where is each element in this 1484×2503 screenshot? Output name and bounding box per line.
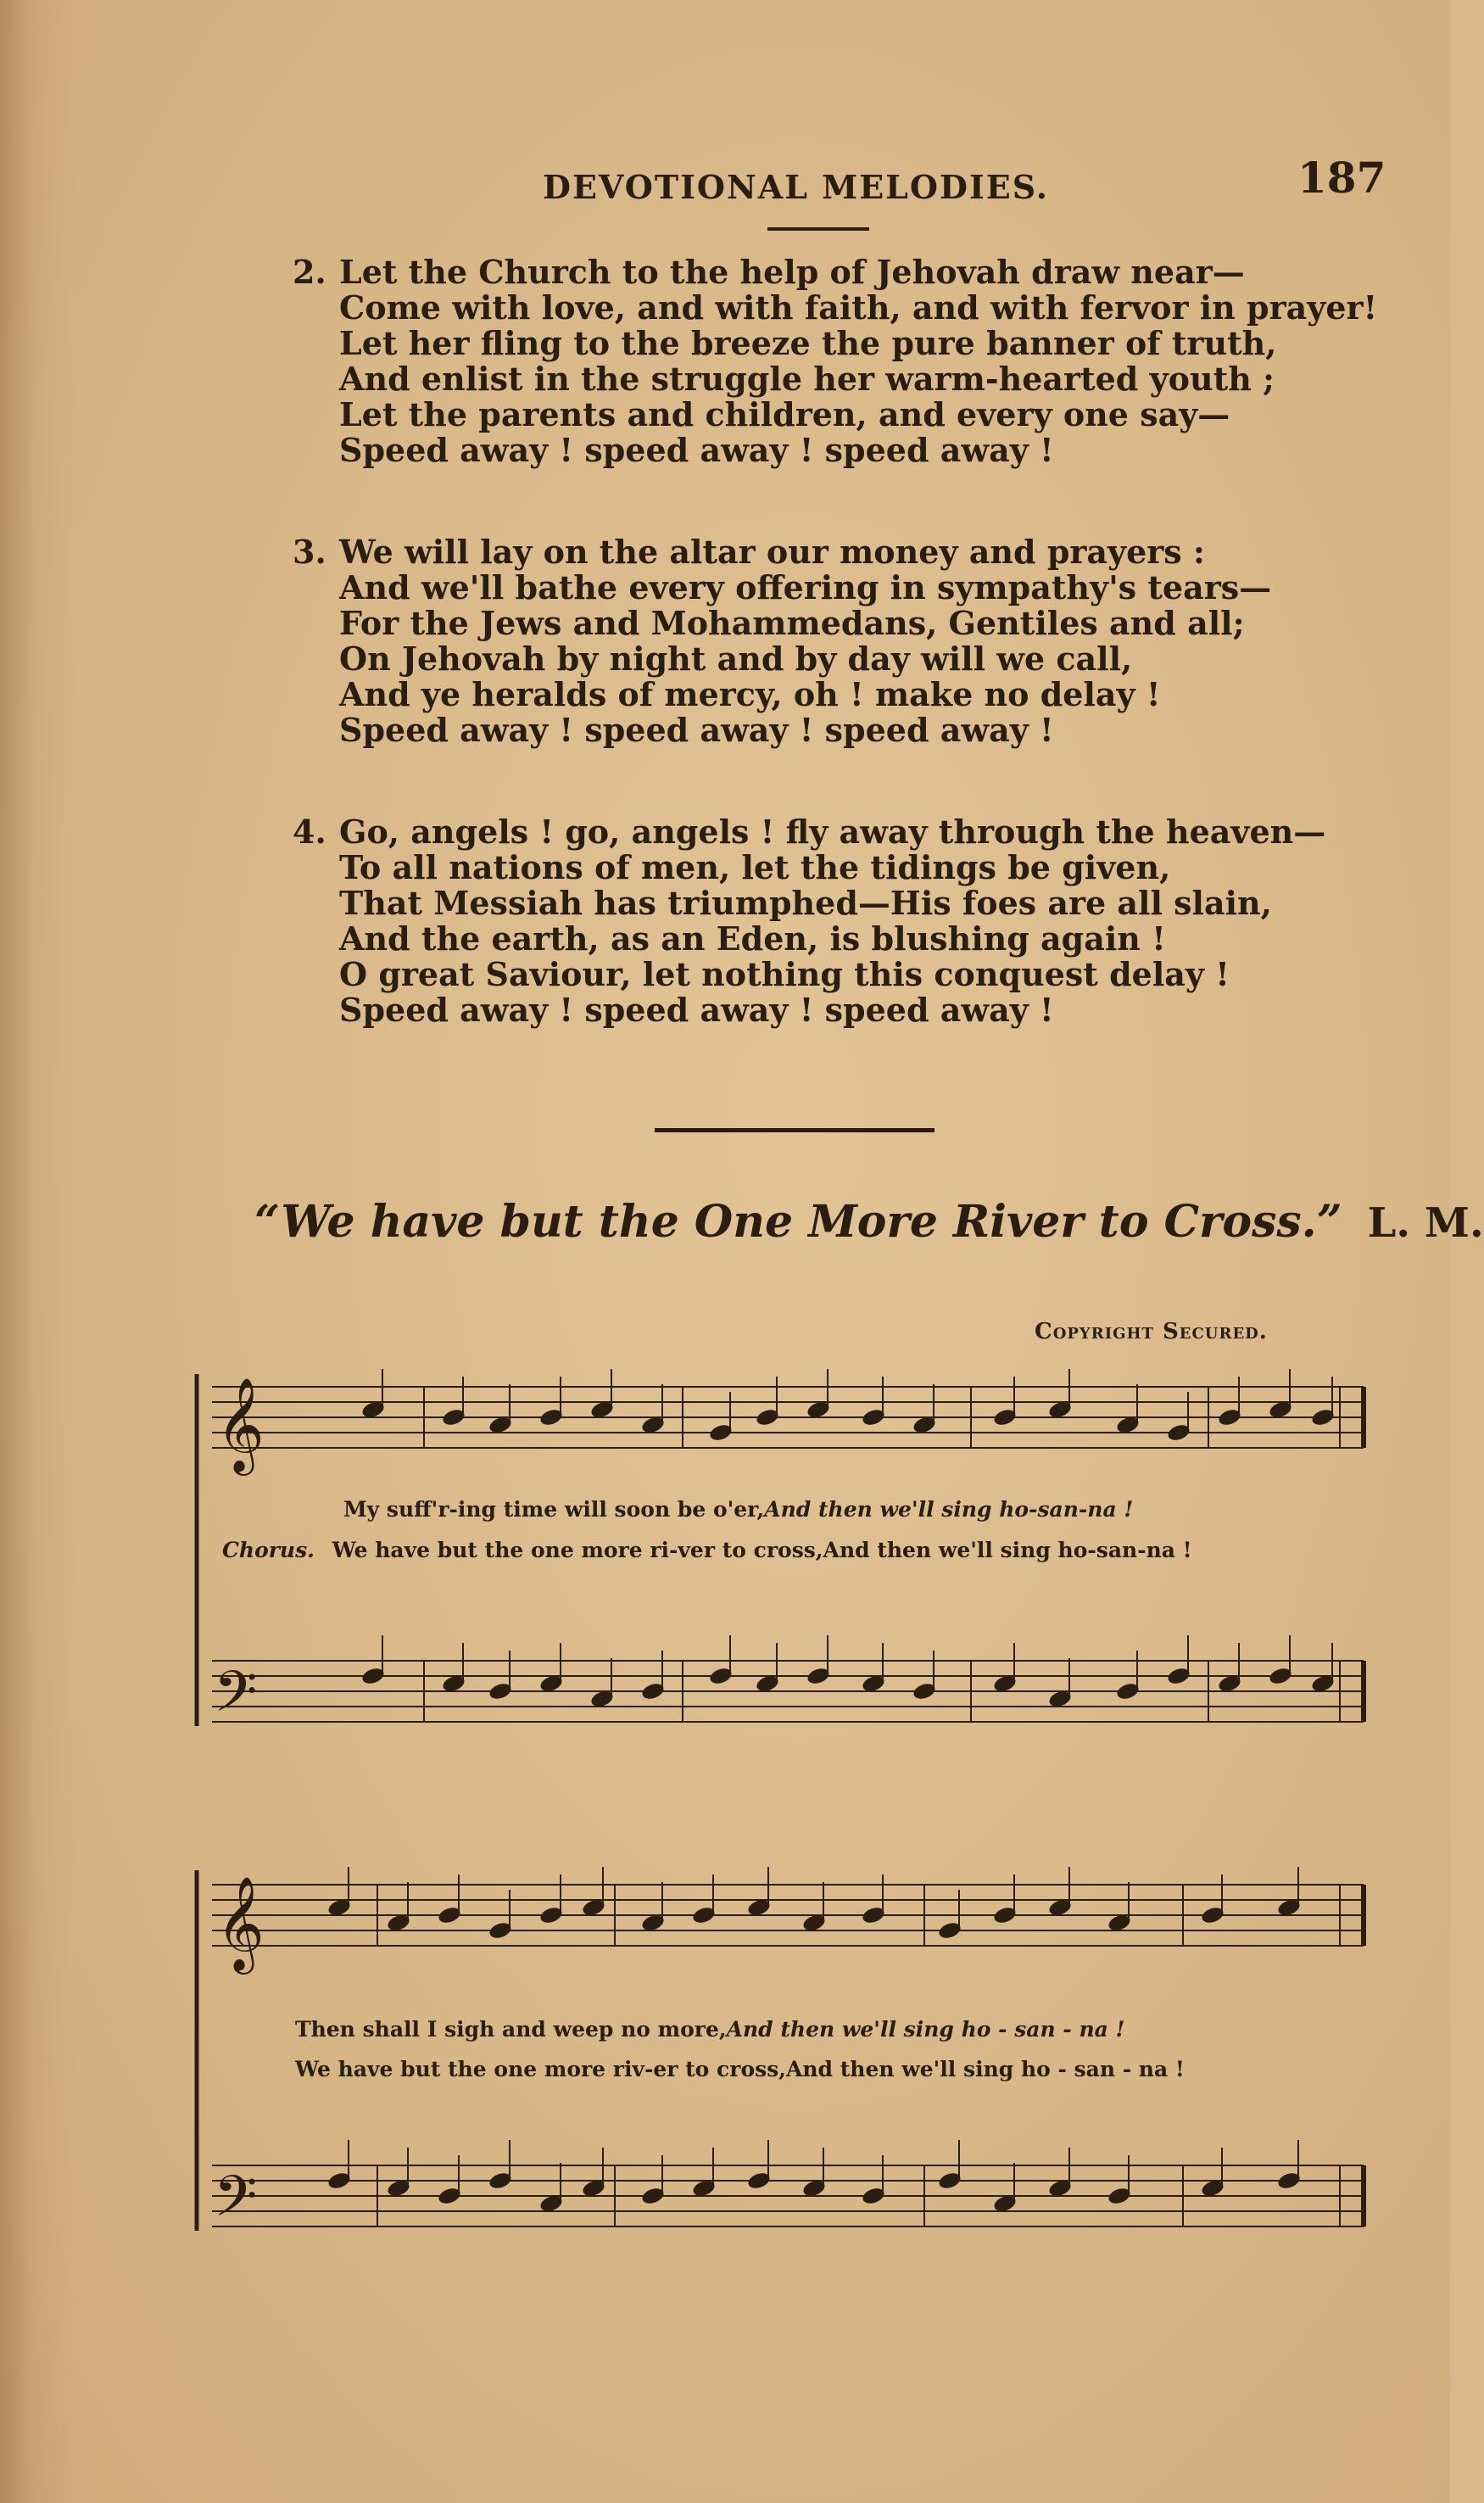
chorus-label: Chorus. xyxy=(222,1538,315,1562)
verse-line: To all nations of men, let the tidings be given, xyxy=(339,848,1171,886)
verse-line: Speed away ! speed away ! speed away ! xyxy=(339,711,1054,749)
verse-line: And the earth, as an Eden, is blushing again ! xyxy=(339,919,1166,958)
song-title-text: “We have but the One More River to Cross.” xyxy=(254,1196,1342,1248)
system2-lyric-chorus xyxy=(295,2057,1185,2081)
lyric-text: My suff'r-ing time will soon be o'er, xyxy=(343,1497,765,1522)
verse-line: Speed away ! speed away ! speed away ! xyxy=(339,431,1054,469)
running-title: DEVOTIONAL MELODIES. xyxy=(543,168,1050,206)
verse-line: And enlist in the struggle her warm-hearted youth ; xyxy=(339,360,1275,398)
copyright-notice: Copyright Secured. xyxy=(1035,1319,1268,1344)
bass-clef-icon: 𝄢 xyxy=(214,2164,258,2243)
verse-line: Go, angels ! go, angels ! fly away through the heaven— xyxy=(339,813,1326,851)
verse-number: 2. xyxy=(293,253,326,291)
treble-clef-icon: 𝄞 xyxy=(216,1377,265,1472)
verse-line: For the Jews and Mohammedans, Gentiles and all; xyxy=(339,604,1245,642)
verse-line: Let her fling to the breeze the pure banner of truth, xyxy=(339,324,1277,362)
verse-number: 4. xyxy=(293,813,326,851)
system1-lyric-chorus xyxy=(222,1538,1192,1562)
verse-line: That Messiah has triumphed—His foes are all slain, xyxy=(339,884,1272,922)
verse-line: And we'll bathe every offering in sympathy's tears— xyxy=(339,568,1272,606)
lyric-text: Then shall I sigh and weep no more, xyxy=(295,2017,727,2042)
verse-number: 3. xyxy=(293,533,326,571)
lyric-refrain: And then we'll sing ho-san-na ! xyxy=(764,1497,1134,1522)
system1-lyric-verse xyxy=(343,1497,1133,1522)
treble-clef-icon: 𝄞 xyxy=(216,1875,265,1970)
verse-line: On Jehovah by night and by day will we call, xyxy=(339,640,1133,678)
lyric-text: We have but the one more ri-ver to cross,And then we'll sing ho-san-na ! xyxy=(332,1538,1192,1562)
verse-line: And ye heralds of mercy, oh ! make no delay ! xyxy=(339,675,1161,713)
verse-line: Come with love, and with faith, and with fervor in prayer! xyxy=(339,288,1378,327)
verse-line: Let the parents and children, and every one say— xyxy=(339,395,1230,433)
verse-line: O great Saviour, let nothing this conquest delay ! xyxy=(339,955,1230,993)
lyric-refrain: And then we'll sing ho - san - na ! xyxy=(726,2017,1125,2042)
bass-clef-icon: 𝄢 xyxy=(214,1659,258,1738)
verse-line: Let the Church to the help of Jehovah draw near— xyxy=(339,253,1245,291)
verse-line: We will lay on the altar our money and prayers : xyxy=(339,533,1205,571)
system2-lyric-verse xyxy=(295,2017,1125,2042)
page-number: 187 xyxy=(1297,153,1386,203)
song-meter: L. M. xyxy=(1367,1199,1484,1247)
verse-line: Speed away ! speed away ! speed away ! xyxy=(339,991,1054,1029)
lyric-text: We have but the one more riv-er to cross,And then we'll sing ho - san - na ! xyxy=(295,2057,1185,2081)
